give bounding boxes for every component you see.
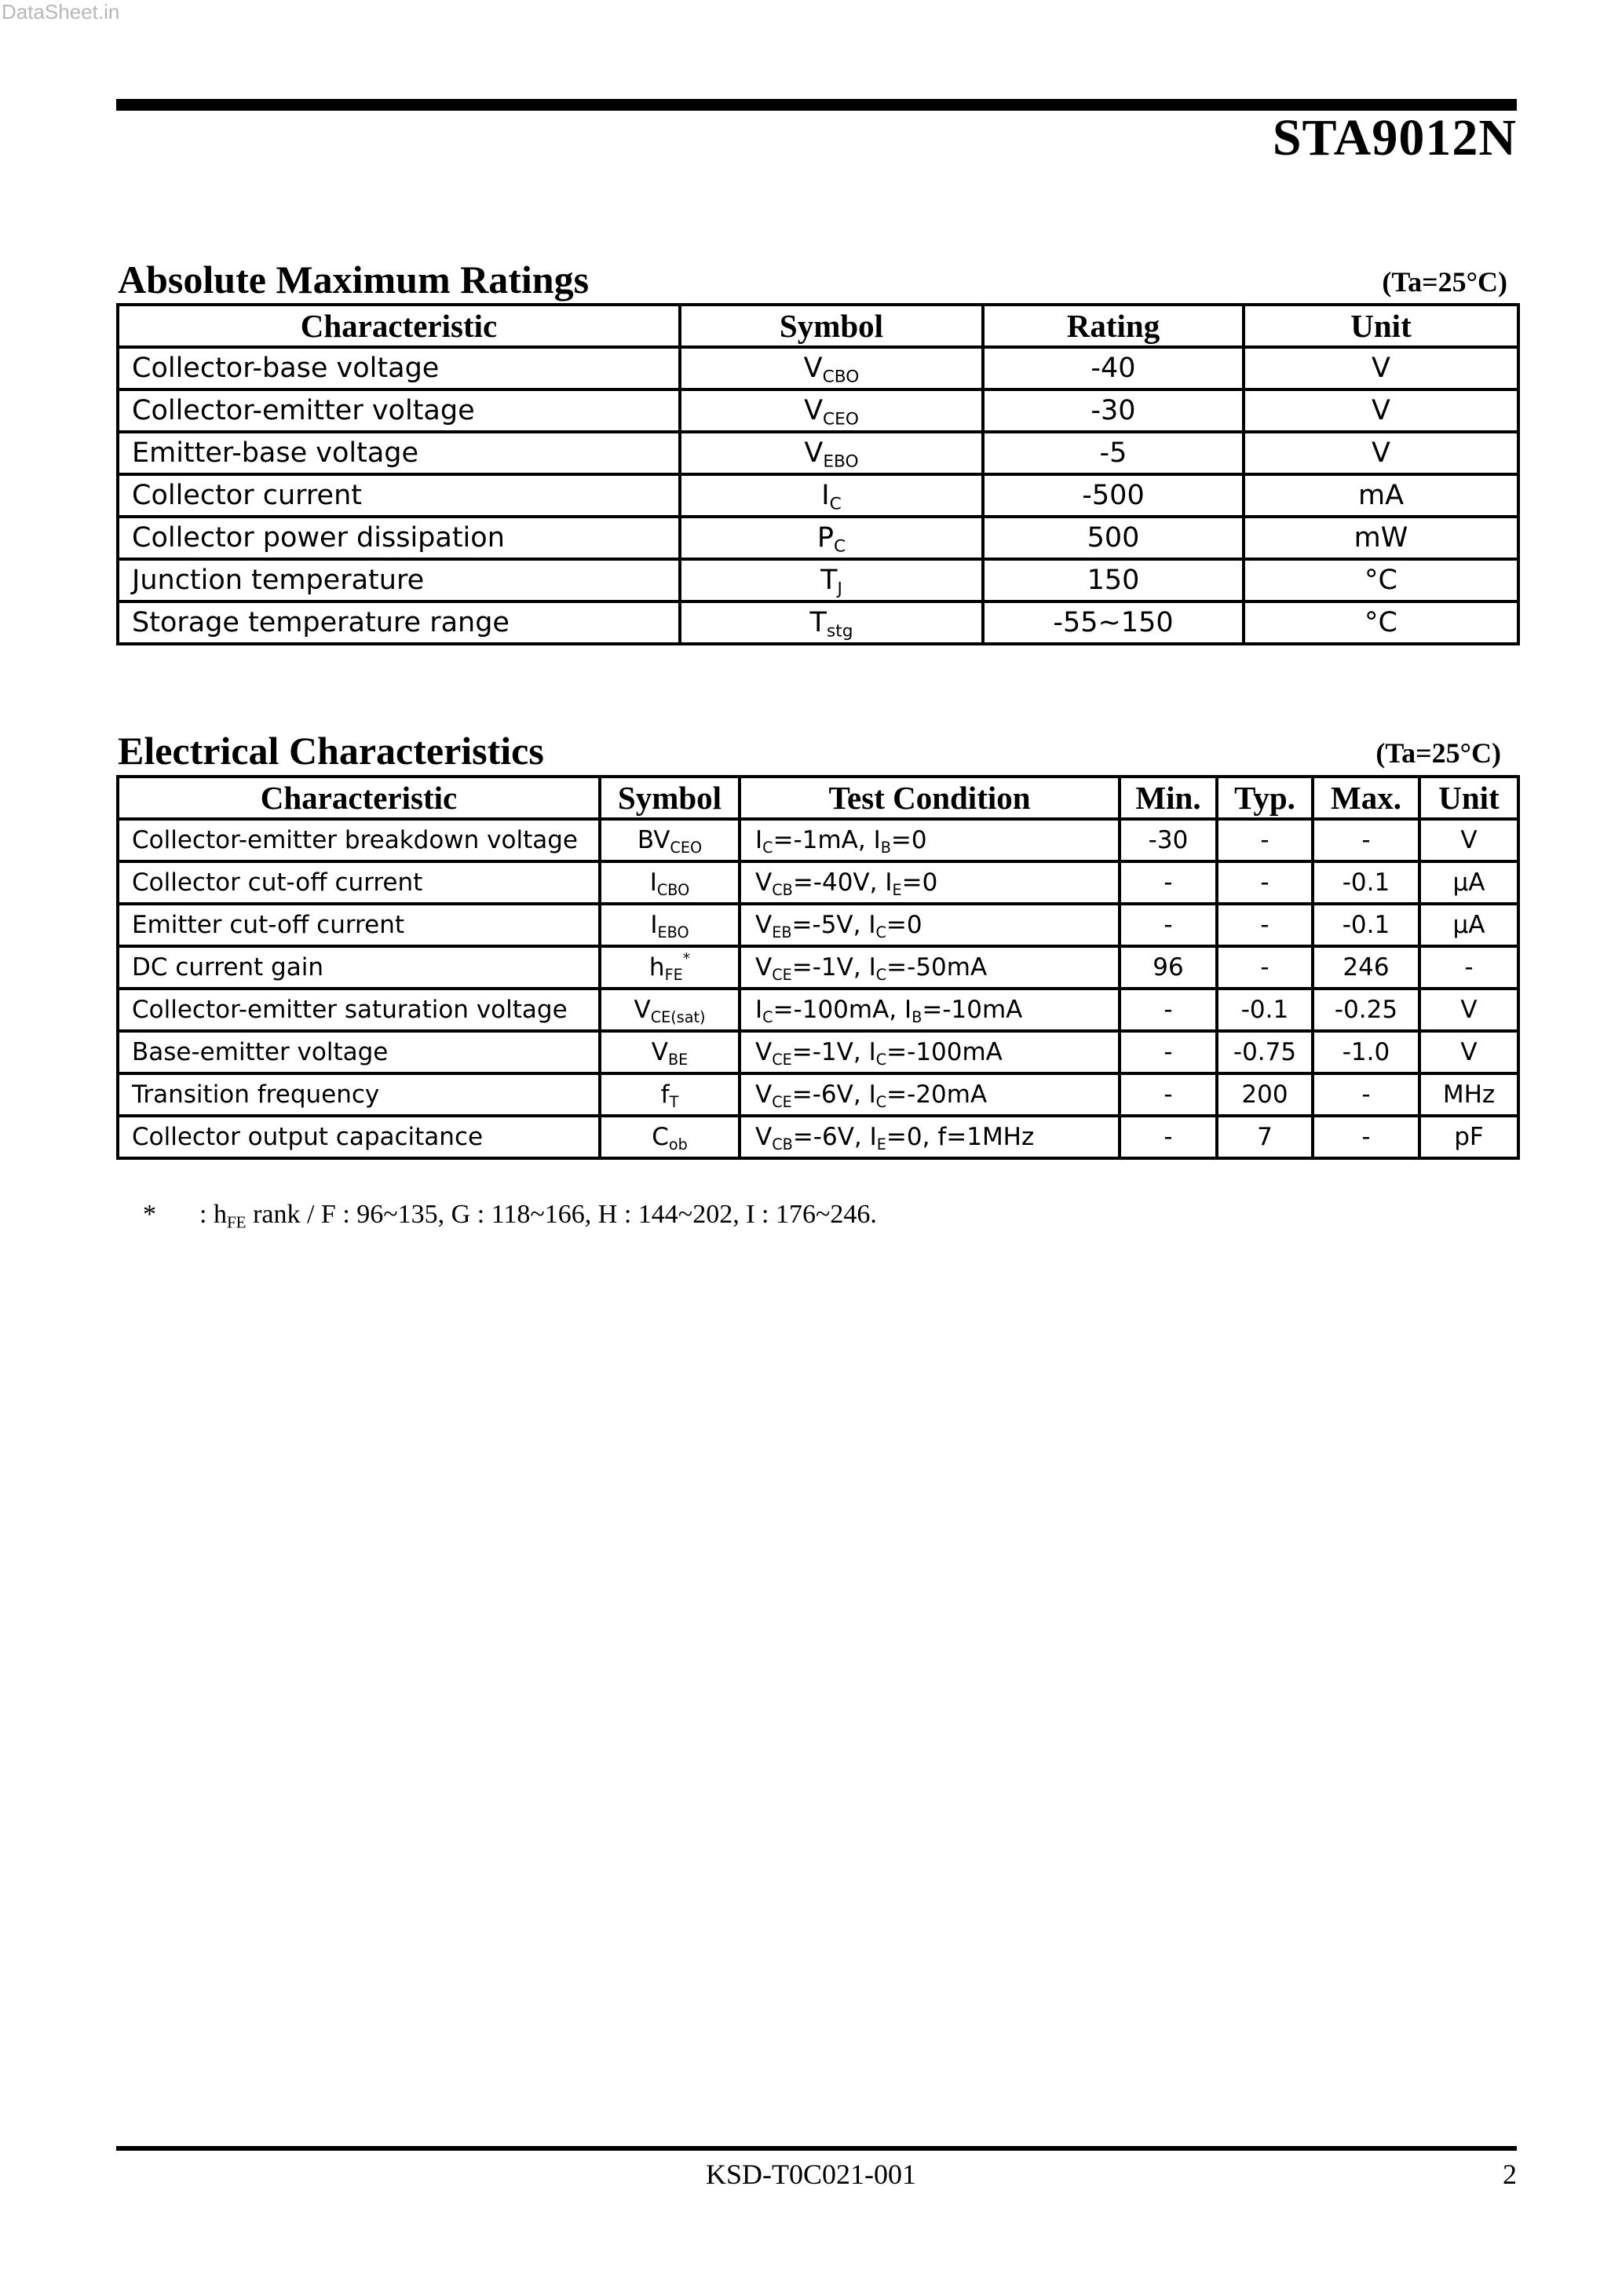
max-cell: -1.0 [1313,1031,1419,1073]
characteristic-cell: Collector current [118,474,680,517]
min-cell: - [1120,1116,1217,1158]
table-row [118,1116,1518,1158]
condition-symbol: I [868,953,876,982]
test-condition-cell [740,1116,1120,1158]
condition-value: =-6V, [792,1123,870,1151]
max-cell: -0.1 [1313,904,1419,946]
characteristic-cell: Collector-base voltage [118,347,680,389]
condition-subscript: B [880,838,891,857]
condition-subscript: B [911,1007,922,1026]
unit-cell: MHz [1419,1073,1518,1116]
test-condition-cell [740,946,1120,989]
typ-cell: -0.1 [1217,989,1313,1031]
condition-symbol: V [755,953,773,982]
condition-symbol: I [904,996,912,1024]
unit-cell: V [1419,989,1518,1031]
rating-cell: -5 [983,432,1244,474]
table-row [118,819,1518,861]
symbol-base: I [650,911,658,939]
max-cell: - [1313,1116,1419,1158]
table-row [118,389,1518,432]
characteristic-cell: Collector-emitter voltage [118,389,680,432]
max-cell: 246 [1313,946,1419,989]
condition-value: =-100mA [886,1038,1003,1066]
footnote [143,1200,877,1230]
symbol-cell [680,474,983,517]
col-symbol: Symbol [680,305,983,347]
characteristic-cell: Collector power dissipation [118,517,680,559]
min-cell: - [1120,904,1217,946]
condition-value: =-10mA [922,996,1023,1024]
symbol-subscript: CE(sat) [650,1007,706,1026]
condition-subscript: C [875,1092,887,1111]
min-cell: 96 [1120,946,1217,989]
condition-subscript: C [762,1007,773,1026]
condition-symbol: I [868,1080,876,1109]
table-row [118,946,1518,989]
part-number: STA9012N [1272,109,1517,166]
condition-subscript: CB [772,1135,793,1153]
condition-subscript: E [876,1135,886,1153]
symbol-base: h [648,953,665,982]
condition-value: =0 [901,868,938,897]
symbol-cell [680,432,983,474]
condition-subscript: E [892,880,902,899]
footnote-text: rank / F : 96~135, G : 118~166, H : 144~202, I : 176~246. [246,1200,877,1229]
col-unit: Unit [1244,305,1518,347]
condition-subscript: CB [772,880,793,899]
test-condition-cell [740,861,1120,904]
unit-cell: V [1244,432,1518,474]
min-cell: -30 [1120,819,1217,861]
symbol-base: V [651,1038,668,1066]
rating-cell: 500 [983,517,1244,559]
condition-symbol: I [868,1038,876,1066]
unit-cell: μA [1419,904,1518,946]
table-row [118,474,1518,517]
condition-value: =0 [886,911,922,939]
symbol-subscript: C [829,494,842,514]
symbol-subscript: C [833,536,846,557]
test-condition-cell [740,1031,1120,1073]
max-cell: -0.25 [1313,989,1419,1031]
condition-subscript: C [875,1050,887,1069]
symbol-cell [600,1073,740,1116]
rating-cell: -30 [983,389,1244,432]
col-characteristic: Characteristic [118,305,680,347]
condition-symbol: V [755,1080,773,1109]
typ-cell: -0.75 [1217,1031,1313,1073]
unit-cell: V [1244,347,1518,389]
typ-cell: 7 [1217,1116,1313,1158]
test-condition-cell [740,989,1120,1031]
symbol-subscript: CEO [823,409,859,430]
condition-value: =-1mA, [773,826,874,854]
condition-subscript: CE [772,965,792,984]
symbol-cell [680,389,983,432]
min-cell: - [1120,1073,1217,1116]
abs-max-title: Absolute Maximum Ratings [118,258,590,302]
symbol-superscript: * [682,951,691,968]
unit-cell: V [1419,819,1518,861]
abs-max-condition: (Ta=25°C) [1382,266,1507,298]
max-cell: -0.1 [1313,861,1419,904]
max-cell: - [1313,819,1419,861]
characteristic-cell: Collector cut-off current [118,861,600,904]
symbol-cell [600,1116,740,1158]
symbol-base: P [816,522,834,554]
table-row [118,601,1518,644]
condition-value: =-5V, [791,911,869,939]
symbol-cell [600,989,740,1031]
bottom-rule [116,2146,1517,2151]
symbol-cell [680,347,983,389]
test-condition-cell [740,904,1120,946]
condition-subscript: C [875,923,886,941]
col-max: Max. [1313,777,1419,819]
page-number: 2 [1503,2159,1517,2190]
unit-cell: mA [1244,474,1518,517]
abs-max-table [116,303,1520,645]
condition-symbol: I [873,826,881,854]
rating-cell: 150 [983,559,1244,601]
symbol-subscript: EBO [657,923,689,941]
footnote-prefix: : h [199,1200,227,1229]
typ-cell: - [1217,819,1313,861]
unit-cell: μA [1419,861,1518,904]
condition-value: =-1V, [791,953,869,982]
symbol-base: f [660,1080,670,1109]
symbol-cell [680,517,983,559]
condition-symbol: V [755,911,773,939]
characteristic-cell: Emitter-base voltage [118,432,680,474]
table-row [118,861,1518,904]
test-condition-cell [740,819,1120,861]
max-cell: - [1313,1073,1419,1116]
symbol-cell [600,819,740,861]
min-cell: - [1120,1031,1217,1073]
typ-cell: - [1217,904,1313,946]
symbol-base: I [649,868,657,897]
table-row [118,989,1518,1031]
table-row [118,347,1518,389]
symbol-subscript: EBO [823,452,859,472]
symbol-base: C [652,1123,669,1151]
condition-value: =-40V, [792,868,886,897]
characteristic-cell: Collector output capacitance [118,1116,600,1158]
table-row [118,432,1518,474]
condition-symbol: V [755,1123,773,1151]
rating-cell: -55~150 [983,601,1244,644]
condition-symbol: I [885,868,893,897]
condition-value: =-20mA [886,1080,988,1109]
condition-value: =0 [890,826,927,854]
condition-symbol: V [755,1038,773,1066]
condition-symbol: V [755,868,773,897]
symbol-base: T [809,607,827,638]
condition-value: =-1V, [791,1038,869,1066]
symbol-cell [600,946,740,989]
symbol-subscript: ob [668,1135,688,1153]
characteristic-cell: Junction temperature [118,559,680,601]
symbol-subscript: FE [664,965,683,984]
symbol-base: V [803,353,823,384]
characteristic-cell: Collector-emitter saturation voltage [118,989,600,1031]
characteristic-cell: DC current gain [118,946,600,989]
unit-cell: V [1419,1031,1518,1073]
condition-symbol: I [869,1123,877,1151]
symbol-base: I [821,480,830,511]
symbol-subscript: CBO [656,880,690,899]
elec-condition: (Ta=25°C) [1375,737,1501,769]
condition-value: =-100mA, [773,996,905,1024]
table-row [118,904,1518,946]
condition-subscript: C [762,838,773,857]
characteristic-cell: Base-emitter voltage [118,1031,600,1073]
symbol-base: V [804,437,824,469]
unit-cell: pF [1419,1116,1518,1158]
footnote-sub: FE [226,1212,247,1232]
symbol-subscript: stg [826,621,853,642]
condition-subscript: EB [772,923,792,941]
col-min: Min. [1120,777,1217,819]
characteristic-cell: Storage temperature range [118,601,680,644]
condition-symbol: I [755,826,763,854]
col-characteristic: Characteristic [118,777,600,819]
symbol-subscript: J [837,579,842,599]
unit-cell: - [1419,946,1518,989]
col-typ: Typ. [1217,777,1313,819]
col-rating: Rating [983,305,1244,347]
condition-subscript: CE [772,1050,792,1069]
abs-max-header-row [118,305,1518,347]
symbol-subscript: CBO [822,367,860,387]
elec-table [116,775,1520,1160]
elec-header-row [118,777,1518,819]
table-row [118,559,1518,601]
table-row [118,517,1518,559]
symbol-base: BV [637,826,670,854]
unit-cell: °C [1244,559,1518,601]
min-cell: - [1120,861,1217,904]
symbol-cell [600,861,740,904]
condition-value: =0, f=1MHz [886,1123,1035,1151]
rating-cell: -40 [983,347,1244,389]
elec-title: Electrical Characteristics [118,729,544,773]
symbol-base: V [804,395,824,426]
symbol-base: V [634,996,651,1024]
rating-cell: -500 [983,474,1244,517]
test-condition-cell [740,1073,1120,1116]
condition-symbol: I [868,911,876,939]
typ-cell: - [1217,946,1313,989]
footnote-mark: * [143,1200,156,1229]
table-row [118,1073,1518,1116]
symbol-subscript: CEO [670,838,703,857]
typ-cell: 200 [1217,1073,1313,1116]
condition-value: =-6V, [791,1080,869,1109]
symbol-cell [600,904,740,946]
characteristic-cell: Collector-emitter breakdown voltage [118,819,600,861]
symbol-cell [680,601,983,644]
characteristic-cell: Transition frequency [118,1073,600,1116]
unit-cell: V [1244,389,1518,432]
min-cell: - [1120,989,1217,1031]
condition-subscript: C [875,965,887,984]
col-symbol: Symbol [600,777,740,819]
col-unit: Unit [1419,777,1518,819]
condition-symbol: I [755,996,763,1024]
typ-cell: - [1217,861,1313,904]
symbol-cell [600,1031,740,1073]
symbol-cell [680,559,983,601]
symbol-subscript: BE [667,1050,689,1069]
col-test-condition: Test Condition [740,777,1120,819]
unit-cell: °C [1244,601,1518,644]
condition-subscript: CE [772,1092,792,1111]
condition-value: =-50mA [886,953,988,982]
watermark: DataSheet.in [2,0,120,24]
unit-cell: mW [1244,517,1518,559]
characteristic-cell: Emitter cut-off current [118,904,600,946]
doc-code: KSD-T0C021-001 [706,2159,916,2190]
symbol-subscript: T [669,1092,679,1111]
symbol-base: T [820,565,838,596]
table-row [118,1031,1518,1073]
